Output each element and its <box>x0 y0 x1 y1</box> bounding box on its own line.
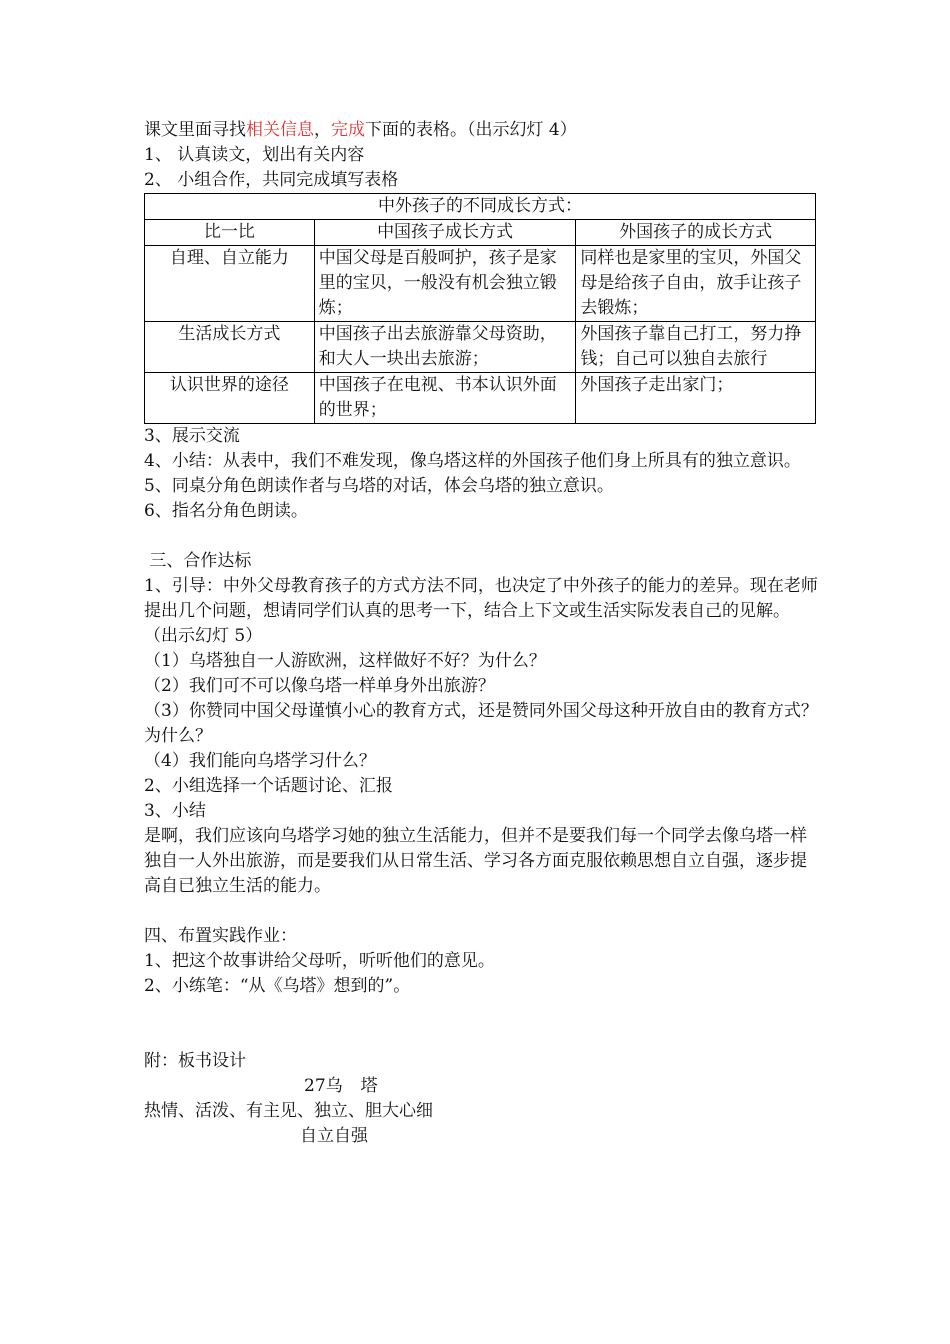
intro-line <box>144 118 820 143</box>
document-page <box>144 118 820 1149</box>
table-header-cell: 外国孩子的成长方式 <box>576 220 816 246</box>
highlight-complete: 完成 <box>331 120 365 140</box>
step-item: 6、指名分角色朗读。 <box>144 501 308 521</box>
highlight-related-info: 相关信息 <box>246 120 314 140</box>
question-item: （3）你赞同中国父母谨慎小心的教育方式，还是赞同外国父母这种开放自由的教育方式？为什么？ <box>144 701 818 746</box>
table-cell: 自理、自立能力 <box>145 246 315 322</box>
table-header-cell: 比一比 <box>145 220 315 246</box>
section-paragraph: 1、引导：中外父母教育孩子的方式方法不同，也决定了中外孩子的能力的差异。现在老师提出几个问题，想请同学们认真的思考一下，结合上下文或生活实际发表自己的见解。 <box>144 576 818 621</box>
board-title-char: 乌 <box>325 1076 343 1096</box>
table-header-row <box>145 220 816 246</box>
intro-comma: ， <box>314 120 331 140</box>
table-title-row <box>145 194 816 220</box>
table-title: 中外孩子的不同成长方式： <box>145 194 816 220</box>
homework-item: 1、把这个故事讲给父母听，听听他们的意见。 <box>144 951 495 971</box>
table-row <box>145 246 816 322</box>
step-item: 2、 小组合作，共同完成填写表格 <box>144 170 399 190</box>
table-cell: 外国孩子靠自己打工，努力挣钱；自己可以独自去旅行 <box>576 322 816 373</box>
table-row <box>145 373 816 424</box>
table-cell: 中国孩子在电视、书本认识外面的世界； <box>314 373 576 424</box>
section-heading: 四、布置实践作业： <box>144 926 297 946</box>
board-title-number: 27 <box>304 1076 326 1096</box>
board-title-char: 塔 <box>360 1076 378 1096</box>
comparison-table <box>144 193 816 424</box>
step-item: 3、小结 <box>144 801 206 821</box>
step-item: 3、展示交流 <box>144 426 240 446</box>
step-item: 2、小组选择一个话题讨论、汇报 <box>144 776 393 796</box>
board-motto: 自立自强 <box>300 1126 368 1146</box>
section-heading: 三、合作达标 <box>144 551 252 571</box>
table-cell: 外国孩子走出家门； <box>576 373 816 424</box>
table-cell: 同样也是家里的宝贝，外国父母是给孩子自由，放手让孩子去锻炼； <box>576 246 816 322</box>
table-cell: 中国孩子出去旅游靠父母资助，和大人一块出去旅游； <box>314 322 576 373</box>
step-item: 5、同桌分角色朗读作者与乌塔的对话，体会乌塔的独立意识。 <box>144 476 614 496</box>
summary-paragraph: 4、小结：从表中，我们不难发现，像乌塔这样的外国孩子他们身上所具有的独立意识。 <box>144 451 801 471</box>
spacer <box>144 524 820 549</box>
intro-text: 课文里面寻找 <box>144 120 246 140</box>
question-item: （4）我们能向乌塔学习什么？ <box>144 751 376 771</box>
question-item: （1）乌塔独自一人游欧洲，这样做好不好？为什么？ <box>144 651 546 671</box>
summary-paragraph: 是啊，我们应该向乌塔学习她的独立生活能力，但并不是要我们每一个同学去像乌塔一样独自一人外出旅游，而是要我们从日常生活、学习各方面克服依赖思想自立自强，逐步提高自已独立生活的能力。 <box>144 826 807 896</box>
question-item: （2）我们可不可以像乌塔一样单身外出旅游？ <box>144 676 495 696</box>
table-row <box>145 322 816 373</box>
table-cell: 中国父母是百般呵护，孩子是家里的宝贝，一般没有机会独立锻炼； <box>314 246 576 322</box>
intro-text-end: 下面的表格。（出示幻灯 4） <box>365 120 577 140</box>
table-header-cell: 中国孩子成长方式 <box>314 220 576 246</box>
board-heading: 附：板书设计 <box>144 1051 246 1071</box>
spacer <box>144 899 820 924</box>
table-cell: 认识世界的途径 <box>145 373 315 424</box>
step-item: 1、 认真读文，划出有关内容 <box>144 145 365 165</box>
table-cell: 生活成长方式 <box>145 322 315 373</box>
board-traits: 热情、活泼、有主见、独立、胆大心细 <box>144 1101 433 1121</box>
spacer <box>144 999 820 1049</box>
homework-item: 2、小练笔：“从《乌塔》想到的”。 <box>144 976 411 996</box>
slide-note: （出示幻灯 5） <box>144 626 263 646</box>
board-title <box>144 1074 820 1099</box>
